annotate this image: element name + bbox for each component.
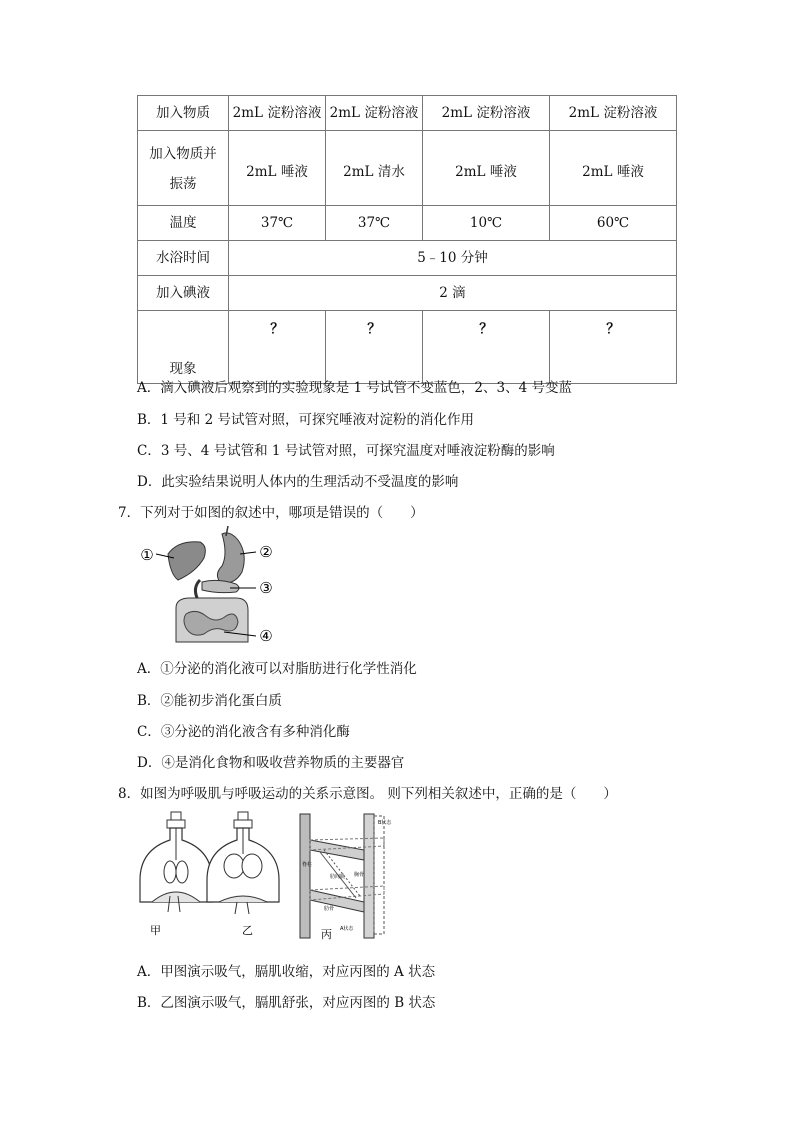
table-cell: 2mL 唾液 — [550, 131, 677, 206]
q6-option-b: B．1 号和 2 号试管对照，可探究唾液对淀粉的消化作用 — [137, 412, 474, 428]
table-cell: 2mL 唾液 — [229, 131, 326, 206]
bell-jar-jia — [140, 812, 212, 912]
label-sternum: 胸骨 — [354, 872, 365, 878]
table-cell: 2mL 淀粉溶液 — [326, 96, 423, 131]
label-b-state: B状态 — [378, 820, 392, 826]
table-cell: ？ — [550, 311, 677, 384]
table-cell: 10℃ — [423, 206, 550, 241]
label-3: ③ — [259, 579, 273, 597]
q6-option-c: C．3 号、4 号试管和 1 号试管对照，可探究温度对唾液淀粉酶的影响 — [137, 443, 555, 459]
q6-option-a: A．滴入碘液后观察到的实验现象是 1 号试管不变蓝色，2、3、4 号变蓝 — [137, 380, 572, 396]
table-cell: 5﹣10 分钟 — [229, 241, 677, 276]
table-cell: ？ — [229, 311, 326, 384]
digestive-system-figure — [138, 524, 278, 648]
table-row — [138, 241, 677, 276]
q8-stem: 8．如图为呼吸肌与呼吸运动的关系示意图。 则下列相关叙述中，正确的是（ ） — [118, 786, 617, 802]
q7-option-b: B．②能初步消化蛋白质 — [137, 693, 282, 709]
q7-stem: 7．下列对于如图的叙述中，哪项是错误的（ ） — [118, 505, 424, 521]
bell-jar-yi — [207, 812, 279, 914]
table-cell: 60℃ — [550, 206, 677, 241]
label-spine: 脊柱 — [302, 862, 313, 868]
row-label: 水浴时间 — [138, 241, 229, 276]
row-label: 加入碘液 — [138, 276, 229, 311]
row-label: 加入物质 — [138, 96, 229, 131]
table-cell: ？ — [423, 311, 550, 384]
liver-shape — [168, 542, 205, 580]
table-cell: 2mL 淀粉溶液 — [423, 96, 550, 131]
table-cell: 37℃ — [229, 206, 326, 241]
row-label: 温度 — [138, 206, 229, 241]
table-cell: 2mL 淀粉溶液 — [550, 96, 677, 131]
table-cell: 2mL 唾液 — [423, 131, 550, 206]
label-intercostal: 肋间肌 — [330, 874, 346, 880]
caption-jia: 甲 — [150, 924, 161, 937]
row-label: 加入物质并振荡 — [138, 131, 229, 206]
experiment-table — [137, 95, 677, 384]
q8-option-b: B．乙图演示吸气，膈肌舒张，对应丙图的 B 状态 — [137, 995, 436, 1011]
table-row — [138, 206, 677, 241]
caption-bing: 丙 — [321, 928, 332, 941]
label-1: ① — [140, 546, 154, 564]
table-cell: 2 滴 — [229, 276, 677, 311]
q7-option-d: D．④是消化食物和吸收营养物质的主要器官 — [137, 755, 405, 771]
table-cell: 2mL 清水 — [326, 131, 423, 206]
table-row — [138, 311, 677, 384]
stomach-shape — [217, 533, 244, 583]
q7-option-a: A．①分泌的消化液可以对脂肪进行化学性消化 — [137, 661, 417, 677]
label-rib: 肋骨 — [324, 906, 335, 912]
label-4: ④ — [259, 627, 273, 645]
row-label: 现象 — [138, 311, 229, 384]
q8-option-a: A．甲图演示吸气，膈肌收缩，对应丙图的 A 状态 — [137, 964, 436, 980]
q6-option-d: D．此实验结果说明人体内的生理活动不受温度的影响 — [137, 474, 459, 490]
breathing-model-figure — [134, 810, 396, 946]
table-cell: 2mL 淀粉溶液 — [229, 96, 326, 131]
pancreas-shape — [202, 580, 239, 592]
table-cell: 37℃ — [326, 206, 423, 241]
table-row — [138, 276, 677, 311]
table-row — [138, 96, 677, 131]
rib-model-bing — [300, 814, 392, 938]
label-2: ② — [259, 543, 273, 561]
table-row — [138, 131, 677, 206]
label-a-state: A状态 — [340, 926, 354, 932]
table-cell: ？ — [326, 311, 423, 384]
q7-option-c: C．③分泌的消化液含有多种消化酶 — [137, 724, 350, 740]
caption-yi: 乙 — [242, 924, 253, 937]
